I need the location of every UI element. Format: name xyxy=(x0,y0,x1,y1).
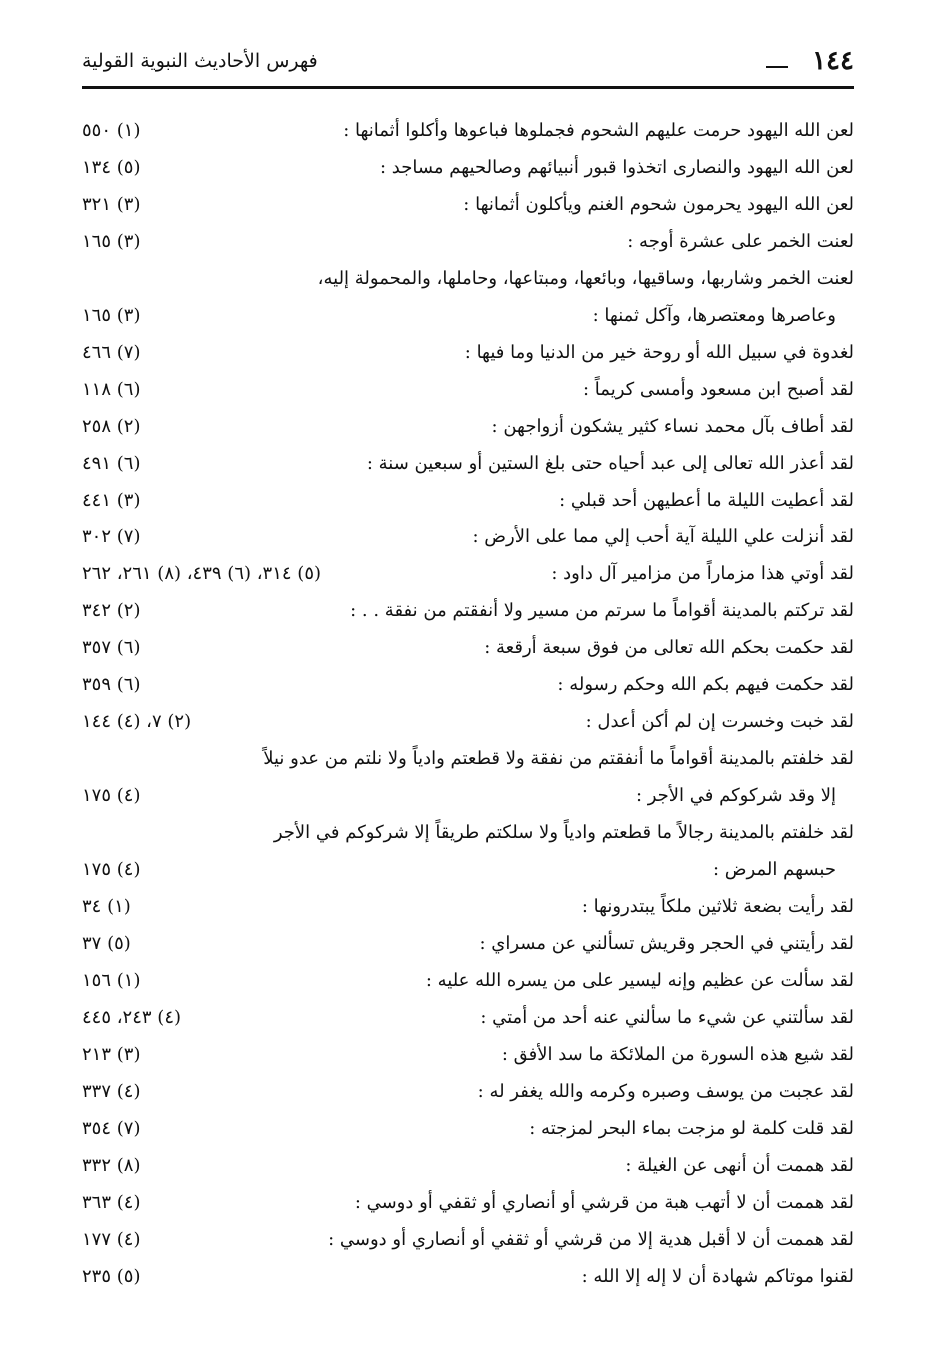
volume-page-ref: (٥) ٣١٤، (٦) ٤٣٩، (٨) ٢٦١، ٢٦٢ xyxy=(82,563,322,585)
hadith-text: حبسهم المرض : xyxy=(713,859,836,881)
hadith-text: لقد أعذر الله تعالى إلى عبد أحياه حتى بلغ الستين أو سبعين سنة : xyxy=(366,452,854,474)
volume-page-ref: (٨) ٣٣٢ xyxy=(82,1154,141,1176)
hadith-text: لقد حكمت بحكم الله تعالى من فوق سبعة أرقعة : xyxy=(484,637,854,659)
volume-page-ref: (٥) ١٣٤ xyxy=(82,156,141,178)
index-entry xyxy=(82,187,854,224)
volume-page-ref: (٢) ٢٥٨ xyxy=(82,415,141,437)
volume-page-ref: (٦) ٣٥٧ xyxy=(82,637,141,659)
index-entry-continuation xyxy=(82,852,854,889)
volume-page-ref: (٦) ٤٩١ xyxy=(82,452,141,474)
header-rule xyxy=(82,86,854,89)
index-entry xyxy=(82,1148,854,1185)
hadith-text: لقد عجبت من يوسف وصبره وكرمه والله يغفر له : xyxy=(477,1080,854,1102)
hadith-text: لقد خبت وخسرت إن لم أكن أعدل : xyxy=(585,711,854,733)
hadith-text: لقد حكمت فيهم بكم الله وحكم رسوله : xyxy=(557,674,854,696)
index-entry xyxy=(82,335,854,372)
volume-page-ref: (٣) ١٦٥ xyxy=(82,304,141,326)
volume-page-ref: (٤) ٢٤٣، ٤٤٥ xyxy=(82,1006,182,1028)
index-entry xyxy=(82,593,854,630)
index-entry xyxy=(82,667,854,704)
index-entry xyxy=(82,409,854,446)
volume-page-ref: (٢) ٧، (٤) ١٤٤ xyxy=(82,711,192,733)
volume-page-ref: (٤) ١٧٥ xyxy=(82,859,141,881)
index-entry xyxy=(82,446,854,483)
hadith-text: لقد أصبح ابن مسعود وأمسى كريماً : xyxy=(583,378,854,400)
index-entry xyxy=(82,1222,854,1259)
hadith-text: لقد أطاف بآل محمد نساء كثير يشكون أزواجهن : xyxy=(491,415,854,437)
hadith-text: لقد رأيت بضعة ثلاثين ملكاً يبتدرونها : xyxy=(581,896,854,918)
hadith-text: لقد خلفتم بالمدينة رجالاً ما قطعتم وادياً ولا سلكتم طريقاً إلا شركوكم في الأجر xyxy=(273,822,854,844)
index-entry xyxy=(82,630,854,667)
index-entry-continuation xyxy=(82,778,854,815)
volume-page-ref: (٤) ٣٣٧ xyxy=(82,1080,141,1102)
hadith-index-list xyxy=(82,113,854,1296)
page-number: ١٤٤ xyxy=(812,46,854,76)
index-entry xyxy=(82,1111,854,1148)
hadith-text: لعن الله اليهود حرمت عليهم الشحوم فجملوها فباعوها وأكلوا أثمانها : xyxy=(343,120,854,141)
volume-page-ref: (٤) ١٧٥ xyxy=(82,785,141,807)
volume-page-ref: (٧) ٣٠٢ xyxy=(82,526,141,548)
header-dash xyxy=(766,66,788,68)
index-entry xyxy=(82,113,854,150)
index-entry xyxy=(82,519,854,556)
hadith-text: وعاصرها ومعتصرها، وآكل ثمنها : xyxy=(592,304,836,326)
volume-page-ref: (٤) ١٧٧ xyxy=(82,1228,141,1250)
hadith-text: لعنت الخمر وشاربها، وساقيها، وبائعها، ومبتاعها، وحاملها، والمحمولة إليه، xyxy=(317,267,854,289)
volume-page-ref: (١) ١٥٦ xyxy=(82,969,141,991)
volume-page-ref: (٦) ١١٨ xyxy=(82,378,141,400)
hadith-text: إلا وقد شركوكم في الأجر : xyxy=(635,785,836,807)
running-title: فهرس الأحاديث النبوية القولية xyxy=(82,50,318,72)
index-entry xyxy=(82,1259,854,1296)
index-entry xyxy=(82,704,854,741)
index-entry xyxy=(82,556,854,593)
hadith-text: لقد قلت كلمة لو مزجت بماء البحر لمزجته : xyxy=(529,1117,854,1139)
index-entry xyxy=(82,1185,854,1222)
hadith-text: لقد تركتم بالمدينة أقواماً ما سرتم من مسير ولا أنفقتم من نفقة . . : xyxy=(350,600,854,622)
index-entry xyxy=(82,963,854,1000)
index-entry xyxy=(82,1037,854,1074)
index-entry xyxy=(82,815,854,852)
hadith-text: لعنت الخمر على عشرة أوجه : xyxy=(627,230,854,252)
hadith-text: لقد هممت أن أنهى عن الغيلة : xyxy=(625,1154,854,1176)
hadith-text: لعن الله اليهود والنصارى اتخذوا قبور أنبيائهم وصالحيهم مساجد : xyxy=(379,156,854,178)
hadith-text: لغدوة في سبيل الله أو روحة خير من الدنيا وما فيها : xyxy=(464,341,854,363)
volume-page-ref: (٢) ٣٤٢ xyxy=(82,600,141,622)
index-entry-continuation xyxy=(82,298,854,335)
hadith-text: لقنوا موتاكم شهادة أن لا إله إلا الله : xyxy=(581,1265,854,1287)
volume-page-ref: (٣) ٣٢١ xyxy=(82,193,141,215)
hadith-text: لقد سألت عن عظيم وإنه ليسير على من يسره الله عليه : xyxy=(425,969,854,991)
hadith-text: لقد سألتني عن شيء ما سألني عنه أحد من أمتي : xyxy=(480,1006,854,1028)
volume-page-ref: (٧) ٤٦٦ xyxy=(82,341,141,363)
index-entry xyxy=(82,224,854,261)
page-header xyxy=(82,44,854,78)
index-entry xyxy=(82,1074,854,1111)
hadith-text: لقد أعطيت الليلة ما أعطيهن أحد قبلي : xyxy=(559,489,854,511)
index-entry xyxy=(82,741,854,778)
hadith-text: لقد شيع هذه السورة من الملائكة ما سد الأفق : xyxy=(501,1043,854,1065)
index-entry xyxy=(82,150,854,187)
hadith-text: لقد هممت أن لا أقبل هدية إلا من قرشي أو ثقفي أو أنصاري أو دوسي : xyxy=(328,1228,854,1250)
volume-page-ref: (٣) ١٦٥ xyxy=(82,230,141,252)
index-entry xyxy=(82,1000,854,1037)
index-entry xyxy=(82,372,854,409)
volume-page-ref: (٥) ٣٧ xyxy=(82,932,131,954)
index-entry xyxy=(82,483,854,520)
volume-page-ref: (٤) ٣٦٣ xyxy=(82,1191,141,1213)
hadith-text: لقد هممت أن لا أتهب هبة من قرشي أو أنصاري أو ثقفي أو دوسي : xyxy=(354,1191,854,1213)
index-entry xyxy=(82,926,854,963)
volume-page-ref: (٦) ٣٥٩ xyxy=(82,674,141,696)
hadith-text: لقد خلفتم بالمدينة أقواماً ما أنفقتم من نفقة ولا قطعتم وادياً ولا نلتم من عدو نيلاً xyxy=(263,748,854,770)
volume-page-ref: (١) ٣٤ xyxy=(82,896,131,918)
volume-page-ref: (٣) ٤٤١ xyxy=(82,489,141,511)
hadith-text: لقد أنزلت علي الليلة آية أحب إلي مما على الأرض : xyxy=(472,526,854,548)
index-entry xyxy=(82,261,854,298)
hadith-text: لقد أوتي هذا مزماراً من مزامير آل داود : xyxy=(551,563,854,585)
volume-page-ref: (٥) ٢٣٥ xyxy=(82,1265,141,1287)
index-entry xyxy=(82,889,854,926)
volume-page-ref: (٣) ٢١٣ xyxy=(82,1043,141,1065)
hadith-text: لعن الله اليهود يحرمون شحوم الغنم ويأكلون أثمانها : xyxy=(463,193,854,215)
volume-page-ref: (٧) ٣٥٤ xyxy=(82,1117,141,1139)
volume-page-ref: (١) ٥٥٠ xyxy=(82,120,141,141)
hadith-text: لقد رأيتني في الحجر وقريش تسألني عن مسراي : xyxy=(479,932,854,954)
